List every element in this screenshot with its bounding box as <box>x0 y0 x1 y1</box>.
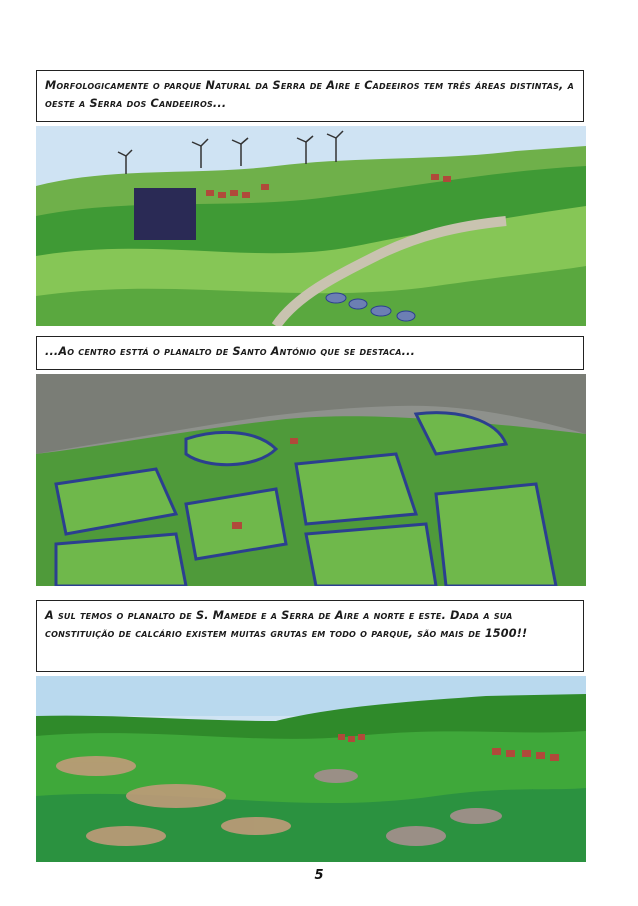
stone-tower <box>134 188 196 240</box>
caption-text: ...Ao centro esttá o planalto de Santo António que se destaca... <box>45 345 416 358</box>
panel-3-illustration <box>36 676 586 862</box>
panel-2-illustration <box>36 374 586 586</box>
caption-panel-1 <box>36 70 584 122</box>
caption-text: A sul temos o planalto de S. Mamede e a Serra de Aire a norte e este. Dada a sua constituição de calcário existem muitas grutas em todo o parque, são mais de 1500!! <box>45 609 528 640</box>
caption-text: Morfologicamente o parque Natural da Serra de Aire e Cadeeiros tem três áreas distintas, a oeste a Serra dos Candeeiros... <box>45 79 574 110</box>
page-number: 5 <box>314 868 324 883</box>
caption-panel-3 <box>36 600 584 672</box>
caption-panel-2 <box>36 336 584 370</box>
panel-1-illustration <box>36 126 586 326</box>
